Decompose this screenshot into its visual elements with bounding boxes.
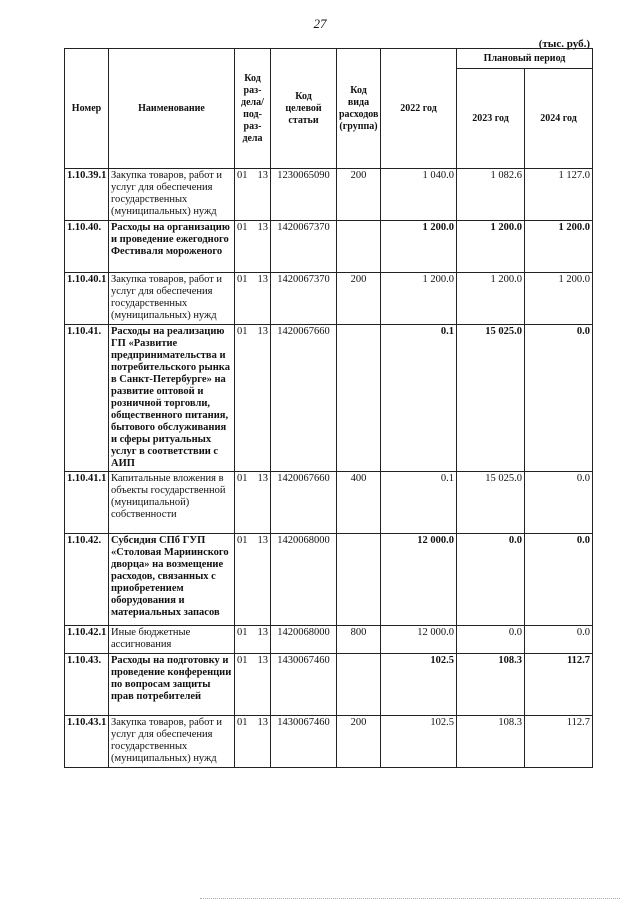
header-razdel: Код раз- дела/ под- раз- дела xyxy=(235,49,271,169)
row-number: 1.10.40. xyxy=(65,221,109,273)
table-row xyxy=(65,654,593,716)
row-razdel xyxy=(235,534,271,626)
row-target-code: 1420068000 xyxy=(271,626,337,654)
row-section-code: 01 xyxy=(237,326,248,337)
table-row xyxy=(65,273,593,325)
row-razdel xyxy=(235,325,271,472)
row-razdel xyxy=(235,654,271,716)
row-value-2024: 0.0 xyxy=(525,472,593,534)
row-target-code: 1420067370 xyxy=(271,273,337,325)
row-value-2024: 0.0 xyxy=(525,325,593,472)
table-row xyxy=(65,325,593,472)
row-value-2023: 0.0 xyxy=(457,534,525,626)
row-razdel xyxy=(235,472,271,534)
row-target-code: 1430067460 xyxy=(271,716,337,768)
row-name: Субсидия СПб ГУП «Столовая Мариинского дворца» на возмещение расходов, связанных с приобретением оборудования и материальных запасов xyxy=(109,534,235,626)
row-razdel xyxy=(235,169,271,221)
row-value-2023: 108.3 xyxy=(457,654,525,716)
row-section-code: 01 xyxy=(237,655,248,666)
row-section-code: 01 xyxy=(237,473,248,484)
row-value-2022: 102.5 xyxy=(381,654,457,716)
row-expense-type: 200 xyxy=(337,169,381,221)
row-value-2023: 1 082.6 xyxy=(457,169,525,221)
row-target-code: 1430067460 xyxy=(271,654,337,716)
row-subsection-code: 13 xyxy=(257,627,268,638)
row-value-2024: 0.0 xyxy=(525,534,593,626)
row-name: Расходы на организацию и проведение ежегодного Фестиваля мороженого xyxy=(109,221,235,273)
row-value-2024: 1 200.0 xyxy=(525,221,593,273)
row-subsection-code: 13 xyxy=(257,473,268,484)
budget-table xyxy=(64,48,593,768)
row-value-2024: 1 127.0 xyxy=(525,169,593,221)
row-value-2024: 112.7 xyxy=(525,654,593,716)
row-razdel xyxy=(235,273,271,325)
row-value-2023: 108.3 xyxy=(457,716,525,768)
row-target-code: 1230065090 xyxy=(271,169,337,221)
row-value-2023: 15 025.0 xyxy=(457,472,525,534)
row-expense-type: 400 xyxy=(337,472,381,534)
row-subsection-code: 13 xyxy=(257,717,268,728)
table-row xyxy=(65,534,593,626)
row-name: Закупка товаров, работ и услуг для обеспечения государственных (муниципальных) нужд xyxy=(109,716,235,768)
row-subsection-code: 13 xyxy=(257,535,268,546)
row-name: Закупка товаров, работ и услуг для обеспечения государственных (муниципальных) нужд xyxy=(109,169,235,221)
header-2024: 2024 год xyxy=(525,69,593,169)
row-number: 1.10.41.1 xyxy=(65,472,109,534)
row-number: 1.10.42.1 xyxy=(65,626,109,654)
row-value-2022: 1 040.0 xyxy=(381,169,457,221)
row-name: Иные бюджетные ассигнования xyxy=(109,626,235,654)
page-number: 27 xyxy=(313,16,327,31)
row-name: Капитальные вложения в объекты государственной (муниципальной) собственности xyxy=(109,472,235,534)
row-section-code: 01 xyxy=(237,627,248,638)
row-number: 1.10.43.1 xyxy=(65,716,109,768)
row-value-2023: 0.0 xyxy=(457,626,525,654)
row-name: Расходы на подготовку и проведение конференции по вопросам защиты прав потребителей xyxy=(109,654,235,716)
row-number: 1.10.39.1 xyxy=(65,169,109,221)
header-expense-type: Код вида расходов (группа) xyxy=(337,49,381,169)
row-value-2024: 112.7 xyxy=(525,716,593,768)
row-expense-type: 800 xyxy=(337,626,381,654)
row-number: 1.10.42. xyxy=(65,534,109,626)
row-number: 1.10.43. xyxy=(65,654,109,716)
row-expense-type xyxy=(337,534,381,626)
row-number: 1.10.41. xyxy=(65,325,109,472)
row-value-2022: 102.5 xyxy=(381,716,457,768)
row-razdel xyxy=(235,626,271,654)
row-razdel xyxy=(235,221,271,273)
row-expense-type: 200 xyxy=(337,273,381,325)
row-value-2024: 0.0 xyxy=(525,626,593,654)
header-plan-period: Плановый период xyxy=(457,49,593,69)
header-name: Наименование xyxy=(109,49,235,169)
row-name: Закупка товаров, работ и услуг для обеспечения государственных (муниципальных) нужд xyxy=(109,273,235,325)
row-target-code: 1420067660 xyxy=(271,472,337,534)
row-subsection-code: 13 xyxy=(257,170,268,181)
header-2023: 2023 год xyxy=(457,69,525,169)
row-section-code: 01 xyxy=(237,535,248,546)
row-number: 1.10.40.1 xyxy=(65,273,109,325)
row-expense-type: 200 xyxy=(337,716,381,768)
row-value-2023: 1 200.0 xyxy=(457,273,525,325)
row-razdel xyxy=(235,716,271,768)
row-subsection-code: 13 xyxy=(257,326,268,337)
row-value-2023: 15 025.0 xyxy=(457,325,525,472)
row-section-code: 01 xyxy=(237,274,248,285)
row-section-code: 01 xyxy=(237,222,248,233)
row-target-code: 1420067660 xyxy=(271,325,337,472)
row-value-2022: 0.1 xyxy=(381,325,457,472)
table-row xyxy=(65,472,593,534)
table-row xyxy=(65,716,593,768)
row-section-code: 01 xyxy=(237,717,248,728)
row-subsection-code: 13 xyxy=(257,222,268,233)
table-row xyxy=(65,221,593,273)
header-2022: 2022 год xyxy=(381,49,457,169)
row-target-code: 1420068000 xyxy=(271,534,337,626)
units-label: (тыс. руб.) xyxy=(538,38,590,50)
row-expense-type xyxy=(337,325,381,472)
row-target-code: 1420067370 xyxy=(271,221,337,273)
row-value-2022: 12 000.0 xyxy=(381,534,457,626)
row-expense-type xyxy=(337,654,381,716)
row-subsection-code: 13 xyxy=(257,655,268,666)
row-value-2022: 1 200.0 xyxy=(381,221,457,273)
row-section-code: 01 xyxy=(237,170,248,181)
page-footer-line xyxy=(200,898,620,901)
row-value-2024: 1 200.0 xyxy=(525,273,593,325)
row-subsection-code: 13 xyxy=(257,274,268,285)
row-expense-type xyxy=(337,221,381,273)
table-row xyxy=(65,626,593,654)
row-name: Расходы на реализацию ГП «Развитие предпринимательства и потребительского рынка в Санкт-Петербурге» на развитие оптовой и розничной торговли, общественного питания, бытового обслуживания и сферы ритуальных услуг в соответствии с АИП xyxy=(109,325,235,472)
table-row xyxy=(65,169,593,221)
row-value-2022: 0.1 xyxy=(381,472,457,534)
row-value-2022: 1 200.0 xyxy=(381,273,457,325)
header-target-code: Код целевой статьи xyxy=(271,49,337,169)
header-number: Номер xyxy=(65,49,109,169)
row-value-2023: 1 200.0 xyxy=(457,221,525,273)
row-value-2022: 12 000.0 xyxy=(381,626,457,654)
